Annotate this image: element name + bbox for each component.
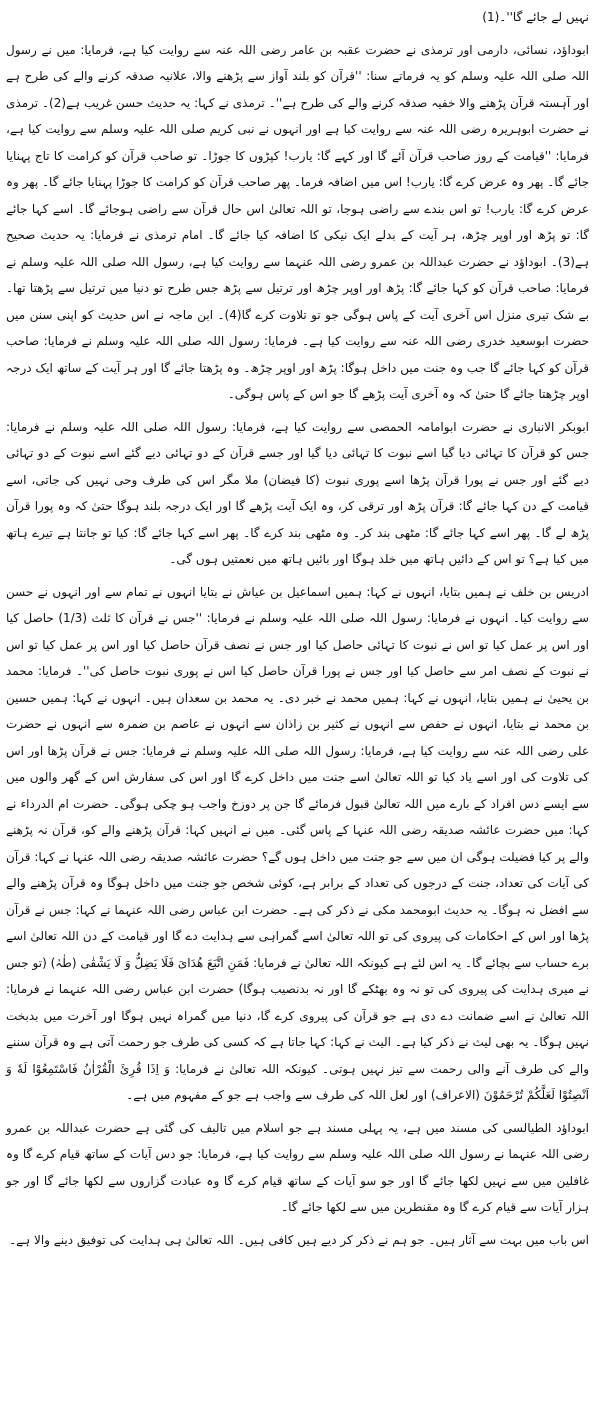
paragraph-idris-narration: ادریس بن خلف نے ہمیں بتایا، انہوں نے کہا: ہمیں اسماعیل بن عیاش نے بتایا انہوں نے تمام سے اور انہوں نے حسن سے روایت کیا۔ انہوں نے فرمایا: رسول اللہ صلی اللہ علیہ وسلم نے فرمایا: ''جس نے قرآن کا ثلث (1/3) حاصل کیا اور اس پر عمل کیا تو اس نے نبوت کا تہائی حاصل کیا اور جس نے نصف قرآن حاصل کیا اور اس پر عمل کیا تو اس نے نبوت کے نصف امر سے حاصل کیا اور جس نے پورا قرآن حاصل کیا اس نے پوری نبوت حاصل کی''۔ فرمایا: محمد بن یحییٰ نے ہمیں بتایا، انہوں نے کہا: ہمیں محمد نے خبر دی۔ یہ محمد بن سعدان ہیں۔ انہوں نے کہا: ہمیں حسین بن محمد نے بتایا، انہوں نے حفص سے انہوں نے کثیر بن زاذان سے انہوں نے عاصم بن ضمرہ سے انہوں نے حضرت علی رضی اللہ عنہ سے روایت کیا ہے، فرمایا: رسول اللہ صلی اللہ علیہ وسلم نے فرمایا: جس نے قرآن پڑھا اور اس کی تلاوت کی اور اسے یاد کیا تو اللہ تعالیٰ اسے جنت میں داخل کرے گا اور اس کی سفارش اس کے گھر والوں میں سے ایسے دس افراد کے بارے میں اللہ تعالیٰ قبول فرمائے گا جن پر دوزخ واجب ہو چکی ہوگی۔ حضرت ام الدرداء نے کہا: میں حضرت عائشہ صدیقہ رضی اللہ عنہا کے پاس گئی۔ میں نے انہیں کہا: قرآن پڑھنے والے کو، قرآن نہ پڑھنے والے پر کیا فضیلت ہوگی ان میں سے جو جنت میں داخل ہوں گے؟ حضرت عائشہ صدیقہ رضی اللہ عنہا نے کہا: قرآن کی آیات کی تعداد، جنت کے درجوں کی تعداد کے برابر ہے، کوئی شخص جو جنت میں داخل ہوگا وہ قرآن پڑھنے والے سے افضل نہ ہوگا۔ یہ حدیث ابومحمد مکی نے ذکر کی ہے۔ حضرت ابن عباس رضی اللہ عنہما نے کہا: جس نے قرآن پڑھا اور اس کے احکامات کی پیروی کی تو اللہ تعالیٰ اسے گمراہی سے ہدایت دے گا اور قیامت کے دن اللہ تعالیٰ اسے برے حساب سے بچائے گا۔ یہ اس لئے ہے کیونکہ اللہ تعالیٰ نے فرمایا: فَمَنِ اتَّبَعَ هُدَایَ فَلَا یَضِلُّ وَ لَا یَشْقٰی (طٰہٰ) (تو جس نے میری ہدایت کی پیروی کی تو نہ وہ بھٹکے گا اور نہ بدنصیب ہوگا) حضرت ابن عباس رضی اللہ عنہما نے فرمایا: اللہ تعالیٰ نے اسے ضمانت دے دی ہے جو قرآن کی پیروی کرے گا، دنیا میں گمراہ نہیں ہوگا اور آخرت میں بدبخت نہیں ہوگا۔ یہ بھی لیث نے ذکر کیا ہے۔ الیث نے کہا: کہا جاتا ہے کہ کسی کی طرف جو رحمت آتی ہے وہ قرآن سننے والے کی طرف آنے والی رحمت سے تیز نہیں ہوتی۔ کیونکہ اللہ تعالیٰ نے فرمایا: وَ اِذَا قُرِئَ الْقُرْاٰنُ فَاسْتَمِعُوْا لَهٗ وَ اَنْصِتُوْا لَعَلَّكُمْ تُرْحَمُوْنَ (الاعراف) اور لعل اللہ کی طرف سے واجب ہے جو کے مفہوم میں ہے۔ bbox=[6, 584, 589, 1102]
paragraph-quran-recitation-virtues: ابوداؤد، نسائی، دارمی اور ترمذی نے حضرت عقبہ بن عامر رضی اللہ عنہ سے روایت کیا ہے، فرمایا: میں نے رسول اللہ صلی اللہ علیہ وسلم کو یہ فرماتے سنا: ''قرآن کو بلند آواز سے پڑھنے والا، علانیہ صدقہ کرنے والے کی طرح ہے اور آہستہ قرآن پڑھنے والا خفیہ صدقہ کرنے والے کی طرح ہے''۔ ترمذی نے کہا: یہ حدیث حسن غریب ہے(2)۔ ترمذی نے حضرت ابوہریرہ رضی اللہ عنہ سے روایت کیا ہے اور انہوں نے نبی کریم صلی اللہ علیہ وسلم سے روایت کیا ہے، فرمایا: ''قیامت کے روز صاحب قرآن آئے گا اور کہے گا: یارب! کپڑوں کا جوڑا۔ تو صاحب قرآن کو کرامت کا تاج پہنایا جائے گا۔ پھر وہ عرض کرے گا: یارب! اس میں اضافہ فرما۔ پھر صاحب قرآن کو کرامت کا جوڑا پہنایا جائے گا۔ پھر وہ عرض کرے گا: یارب! تو اس بندے سے راضی ہوجا، تو اللہ تعالیٰ اس حال قرآن سے راضی ہوجائے گا۔ اسے کہا جائے گا: تو پڑھ اور اوپر چڑھ، ہر آیت کے بدلے ایک نیکی کا اضافہ کیا جائے گا۔ امام ترمذی نے فرمایا: یہ حدیث صحیح ہے(3)۔ ابوداؤد نے حضرت عبداللہ بن عمرو رضی اللہ عنہما سے روایت کیا ہے، رسول اللہ صلی اللہ علیہ وسلم نے فرمایا: صاحب قرآن کو کہا جائے گا: پڑھ اور اوپر چڑھ اور ترتیل سے پڑھ جس طرح تو دنیا میں ترتیل سے پڑھتا تھا۔ بے شک تیری منزل اس آخری آیت کے پاس ہوگی جو تو تلاوت کرے گا(4)۔ ابن ماجہ نے اس حدیث کو اپنی سنن میں حضرت ابوسعید خدری رضی اللہ عنہ سے روایت کیا ہے۔ فرمایا: رسول اللہ صلی اللہ علیہ وسلم نے فرمایا: صاحب قرآن کو کہا جائے گا جب وہ جنت میں داخل ہوگا: پڑھ اور اوپر چڑھ۔ وہ پڑھتا جائے گا اور ہر آیت کے ساتھ ایک درجہ اوپر چڑھتا جائے گا حتیٰ کہ وہ آخری آیت پڑھے گا جو اس کے پاس ہوگی۔ bbox=[6, 42, 590, 401]
paragraph-closing: اس باب میں بہت سے آثار ہیں۔ جو ہم نے ذکر کر دیے ہیں کافی ہیں۔ اللہ تعالیٰ ہی ہدایت کی توفیق دینے والا ہے۔ bbox=[9, 1232, 589, 1247]
paragraph-tayalisi-musnad: ابوداؤد الطیالسی کی مسند میں ہے، یہ پہلی مسند ہے جو اسلام میں تالیف کی گئی ہے حضرت عبداللہ بن عمرو رضی اللہ عنہما نے رسول اللہ صلی اللہ علیہ وسلم سے روایت کیا ہے، فرمایا: جو دس آیات کے ساتھ قیام کرے گا وہ غافلین میں سے نہیں لکھا جائے گا اور جو سو آیات کے ساتھ قیام کرے گا وہ عبادت گزاروں سے لکھا جائے گا اور جو ہزار آیات سے قیام کرے گا وہ مقنطرین میں سے لکھا جائے گا۔ bbox=[6, 1120, 589, 1214]
paragraph-abu-umamah-narration: ابوبکر الانباری نے حضرت ابوامامہ الحمصی سے روایت کیا ہے، فرمایا: رسول اللہ صلی اللہ علیہ وسلم نے فرمایا: جس کو قرآن کا تہائی دیا گیا اسے نبوت کا تہائی دیا گیا اور جسے قرآن کے دو تہائی دیے گئے اسے نبوت کے دو تہائی دیے گئے اور جس نے پورا قرآن پڑھا اسے پوری نبوت (کا فیضان) ملا مگر اس کی طرف وحی نہیں کی جاتی، اسے قیامت کے دن کہا جائے گا: قرآن پڑھ اور ترقی کر، وہ ایک آیت پڑھے گا اور ایک درجہ بلند ہوگا حتیٰ کہ وہ پورا قرآن پڑھ لے گا۔ پھر اسے کہا جائے گا: مٹھی بند کر۔ وہ مٹھی بند کرے گا۔ پھر اسے کہا جائے گا: کیا تو جانتا ہے تیرے ہاتھ میں کیا ہے؟ تو اس کے دائیں ہاتھ میں خلد ہوگا اور بائیں ہاتھ میں نعمتیں ہوں گی۔ bbox=[6, 419, 589, 566]
paragraph-opening-line: نہیں لے جائے گا''۔(1) bbox=[482, 10, 589, 24]
